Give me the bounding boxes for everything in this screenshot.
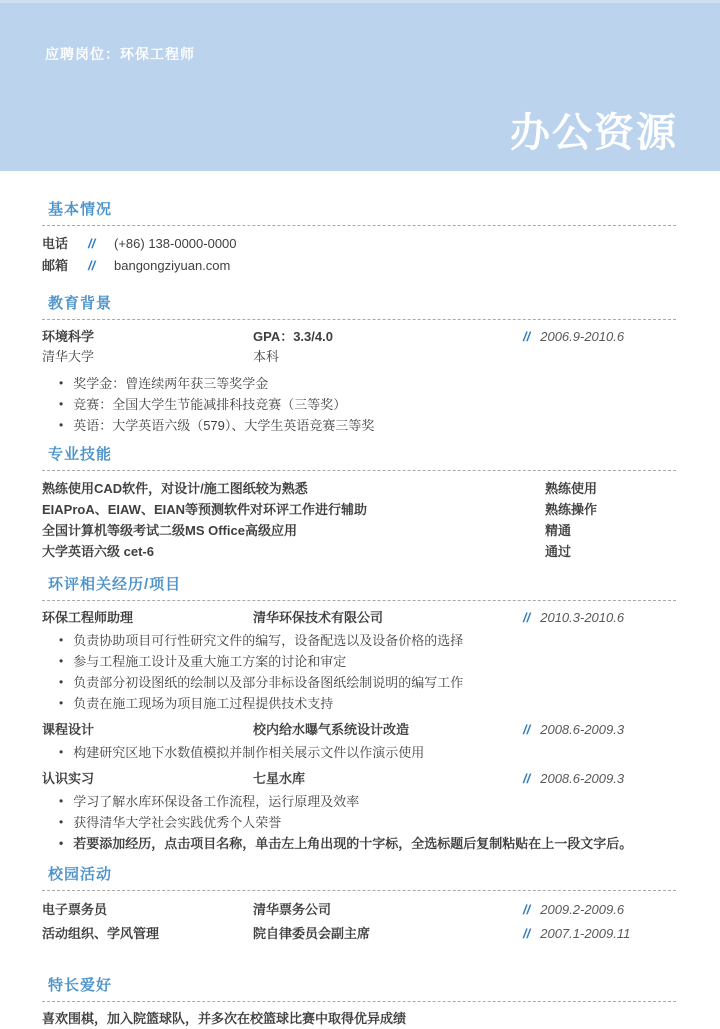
bullet-dot-icon: •: [59, 836, 64, 850]
education-gpa: GPA：3.3/4.0: [253, 329, 333, 344]
experience-entry-header: [42, 720, 676, 740]
bullet-dot-icon: •: [59, 745, 64, 759]
campus-activity-row: [42, 898, 676, 922]
experience-date: [523, 720, 676, 740]
experience-role: 环保工程师助理: [42, 610, 134, 625]
experience-date-range: 2008.6-2009.3: [540, 771, 625, 786]
header-banner: [0, 0, 720, 171]
skill-row: [42, 541, 676, 562]
experience-bullet: [42, 791, 676, 812]
experience-entry: [42, 769, 676, 854]
experience-bullet-text: 构建研究区地下水数值模拟并制作相关展示文件以作演示使用: [73, 745, 425, 760]
education-bullet: [42, 373, 676, 394]
experience-bullet-list: [42, 742, 676, 763]
skill-description: 熟练使用CAD软件，对设计/施工图纸较为熟悉: [42, 481, 308, 496]
skill-description: EIAProA、EIAW、EIAN等预测软件对环评工作进行辅助: [42, 502, 368, 517]
slash-separator: //: [88, 236, 96, 251]
experience-bullet-list: [42, 630, 676, 714]
education-bullet-text: 奖学金：曾连续两年获三等奖学金: [73, 376, 269, 391]
campus-role: 电子票务员: [42, 902, 108, 917]
brand-title: 办公资源: [510, 111, 678, 155]
education-header-row: [42, 327, 676, 346]
experience-date-range: 2008.6-2009.3: [540, 722, 625, 737]
contact-row-phone: [42, 233, 676, 255]
skill-row: [42, 478, 676, 499]
education-bullet-text: 英语：大学英语六级（579）、大学生英语竞赛三等奖: [73, 418, 375, 433]
skill-row: [42, 520, 676, 541]
experience-bullet: [42, 742, 676, 763]
education-date: [523, 327, 676, 346]
section-campus-activities: [42, 865, 676, 946]
experience-bullet-text: 负责在施工现场为项目施工过程提供技术支持: [73, 696, 334, 711]
section-divider: [42, 225, 676, 226]
phone-value: (+86) 138-0000-0000: [114, 236, 237, 251]
section-skills: [42, 445, 676, 562]
experience-role: 课程设计: [42, 722, 95, 737]
experience-date: [523, 608, 676, 628]
education-school: 清华大学: [42, 349, 95, 364]
campus-org: 清华票务公司: [253, 902, 332, 917]
experience-entry-header: [42, 769, 676, 789]
skill-description: 大学英语六级 cet-6: [42, 544, 154, 559]
section-title-campus: 校园活动: [48, 866, 113, 883]
bullet-dot-icon: •: [59, 418, 64, 432]
bullet-dot-icon: •: [59, 376, 64, 390]
education-degree: 本科: [253, 349, 280, 364]
experience-bullet-text: 负责部分初设图纸的绘制以及部分非标设备图纸绘制说明的编写工作: [73, 675, 464, 690]
skill-row: [42, 499, 676, 520]
section-title-basic-info: 基本情况: [48, 201, 113, 218]
section-education: [42, 294, 676, 436]
section-divider: [42, 470, 676, 471]
slash-separator: //: [523, 610, 531, 625]
email-label: 邮箱: [42, 258, 69, 273]
skill-description: 全国计算机等级考试二级MS Office高级应用: [42, 523, 297, 538]
slash-separator: //: [523, 771, 531, 786]
experience-bullet: [42, 630, 676, 651]
campus-date: [523, 898, 676, 922]
email-value: bangongziyuan.com: [114, 258, 231, 273]
experience-bullet: [42, 812, 676, 833]
campus-org: 院自律委员会副主席: [253, 926, 371, 941]
experience-bullet: [42, 651, 676, 672]
education-bullet-list: [42, 373, 676, 436]
bullet-dot-icon: •: [59, 675, 64, 689]
experience-bullet-text: 学习了解水库环保设备工作流程，运行原理及效率: [73, 794, 360, 809]
section-divider: [42, 890, 676, 891]
education-major: 环境科学: [42, 329, 95, 344]
slash-separator: //: [523, 329, 531, 344]
section-title-hobbies: 特长爱好: [48, 977, 113, 994]
bullet-dot-icon: •: [59, 654, 64, 668]
experience-bullet-text: 获得清华大学社会实践优秀个人荣誉: [73, 815, 282, 830]
section-title-education: 教育背景: [48, 295, 113, 312]
experience-org: 清华环保技术有限公司: [253, 610, 384, 625]
phone-label: 电话: [42, 236, 69, 251]
experience-entry: [42, 720, 676, 763]
experience-bullet: [42, 693, 676, 714]
skill-level: 熟练使用: [545, 481, 598, 496]
bullet-dot-icon: •: [59, 794, 64, 808]
bullet-dot-icon: •: [59, 696, 64, 710]
experience-bullet-list: [42, 791, 676, 854]
skill-level: 通过: [545, 544, 572, 559]
experience-template-note: [42, 833, 676, 854]
section-hobbies: [42, 976, 676, 1029]
section-divider: [42, 600, 676, 601]
bullet-dot-icon: •: [59, 633, 64, 647]
section-title-skills: 专业技能: [48, 446, 113, 463]
slash-separator: //: [523, 902, 531, 917]
slash-separator: //: [523, 722, 531, 737]
experience-note-text: 若要添加经历，点击项目名称，单击左上角出现的十字标，全选标题后复制粘贴在上一段文字后。: [73, 836, 633, 851]
campus-activity-row: [42, 922, 676, 946]
experience-entry-header: [42, 608, 676, 628]
applied-position-label: 应聘岗位：环保工程师: [45, 46, 195, 62]
hobbies-text: 喜欢围棋，加入院篮球队，并多次在校篮球比赛中取得优异成绩: [42, 1011, 407, 1026]
experience-bullet-text: 参与工程施工设计及重大施工方案的讨论和审定: [73, 654, 347, 669]
education-bullet-text: 竞赛：全国大学生节能减排科技竞赛（三等奖）: [73, 397, 347, 412]
section-title-experience: 环评相关经历/项目: [48, 576, 182, 593]
resume-content: [0, 171, 720, 1029]
skill-level: 熟练操作: [545, 502, 598, 517]
experience-org: 校内给水曝气系统设计改造: [253, 722, 410, 737]
education-date-range: 2006.9-2010.6: [540, 329, 625, 344]
contact-row-email: [42, 255, 676, 277]
experience-date-range: 2010.3-2010.6: [540, 610, 625, 625]
education-school-row: [42, 347, 676, 366]
section-basic-info: [42, 200, 676, 277]
experience-org: 七星水库: [253, 771, 306, 786]
section-divider: [42, 1001, 676, 1002]
slash-separator: //: [523, 926, 531, 941]
experience-date: [523, 769, 676, 789]
section-divider: [42, 319, 676, 320]
campus-date: [523, 922, 676, 946]
experience-role: 认识实习: [42, 771, 95, 786]
campus-date-range: 2007.1-2009.11: [540, 926, 631, 941]
campus-date-range: 2009.2-2009.6: [540, 902, 625, 917]
education-bullet: [42, 415, 676, 436]
experience-entry: [42, 608, 676, 714]
experience-bullet-text: 负责协助项目可行性研究文件的编写，设备配选以及设备价格的选择: [73, 633, 464, 648]
bullet-dot-icon: •: [59, 397, 64, 411]
bullet-dot-icon: •: [59, 815, 64, 829]
slash-separator: //: [88, 258, 96, 273]
experience-bullet: [42, 672, 676, 693]
skill-level: 精通: [545, 523, 572, 538]
section-experience: [42, 575, 676, 854]
education-bullet: [42, 394, 676, 415]
campus-role: 活动组织、学风管理: [42, 926, 160, 941]
